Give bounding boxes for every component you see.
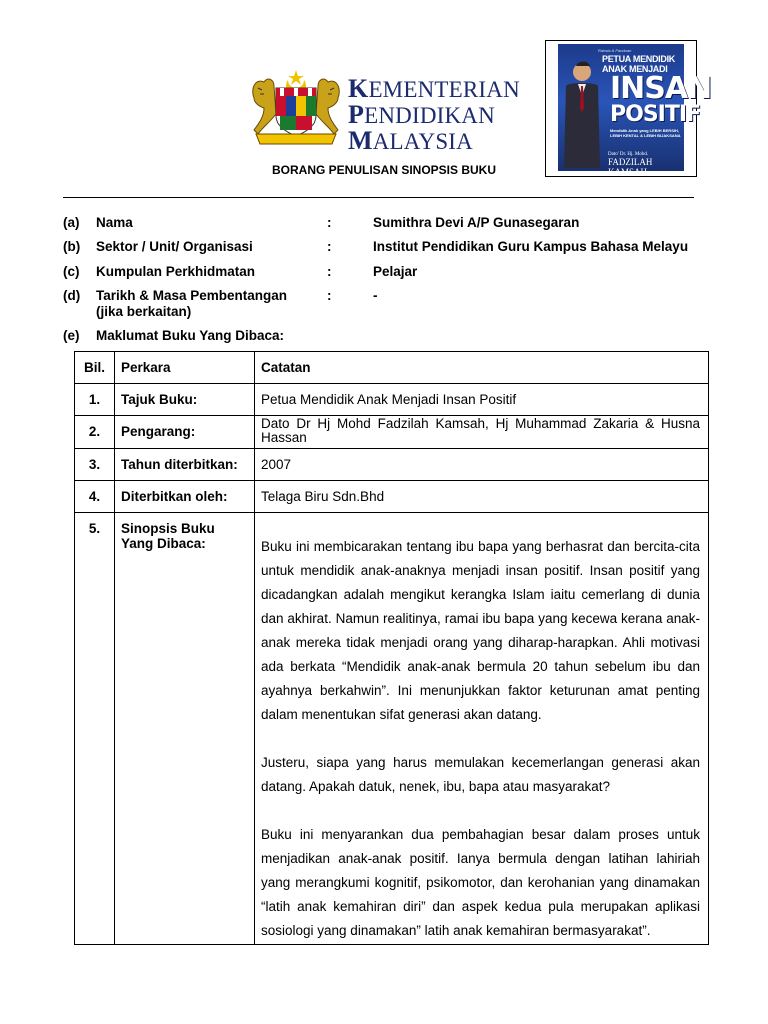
- row-perkara: [115, 384, 255, 416]
- row-bil-text: 3.: [88, 457, 101, 472]
- field-code: (c): [63, 264, 80, 279]
- row-catatan: [255, 416, 709, 449]
- malaysia-coat-of-arms-icon: [250, 68, 342, 148]
- paragraph-gap: [261, 727, 700, 751]
- row-bil-text: 1.: [88, 392, 101, 407]
- field-code: (e): [63, 328, 80, 343]
- row-catatan-text: Petua Mendidik Anak Menjadi Insan Positif: [261, 392, 517, 407]
- row-perkara: [115, 416, 255, 449]
- row-perkara: [115, 449, 255, 481]
- ministry-line-3: MALAYSIA: [348, 126, 473, 155]
- book-cover-author-prefix: Dato' Dr. Hj. Mohd.: [608, 152, 649, 157]
- synopsis-label-line-2: Yang Dibaca:: [121, 536, 206, 551]
- book-info-table: [74, 351, 709, 945]
- ministry-line-1-rest: EMENTERIAN: [368, 77, 520, 102]
- book-cover-title-line-4: POSITIF: [610, 102, 701, 127]
- field-label: Kumpulan Perkhidmatan: [96, 264, 256, 279]
- header-perkara-text: Perkara: [121, 360, 171, 375]
- row-perkara-text: Pengarang:: [121, 424, 196, 439]
- book-cover-big-title: [610, 71, 712, 128]
- field-label-line-1: Tarikh & Masa Pembentangan: [96, 288, 288, 303]
- table-row: [75, 384, 709, 416]
- row-bil-text: 4.: [88, 489, 101, 504]
- book-cover-image: [545, 40, 712, 177]
- field-label: Nama: [96, 215, 133, 230]
- field-label: [96, 288, 316, 320]
- row-catatan: [255, 384, 709, 416]
- author-photo-icon: [562, 56, 602, 168]
- row-perkara: [115, 513, 255, 945]
- book-cover: [558, 44, 712, 177]
- field-value: -: [373, 288, 378, 303]
- book-cover-author-name: FADZILAH KAMSAH: [608, 157, 653, 177]
- ministry-line-2: PENDIDIKAN: [348, 100, 495, 129]
- paragraph-gap: [261, 799, 700, 823]
- book-cover-top-text: Rahsia & Panduan: [598, 48, 632, 53]
- row-catatan-text: 2007: [261, 457, 292, 472]
- field-code: (a): [63, 215, 80, 230]
- book-cover-title-line-2: ANAK MENJADI: [602, 64, 668, 74]
- row-bil-text: 5.: [88, 521, 101, 536]
- synopsis-paragraph-1: Buku ini membicarakan tentang ibu bapa yang berhasrat dan bercita-cita untuk mendidik anak-anaknya menjadi insan positif. Insan positif yang dicadangkan adalah mengikut kerangka Islam iaitu cemerlang di dunia dan akhirat. Namun realitinya, ramai ibu bapa yang kecewa kerana anak-anak mereka tidak menjadi orang yang diharap-harapkan. Ahli motivasi ada berkata “Mendidik anak-anak bermula 20 tahun sebelum ibu dan ayahnya berkahwin”. Ini menunjukkan faktor keturunan amat penting dalam menentukan sifat generasi akan datang.: [261, 539, 700, 722]
- row-perkara: [115, 481, 255, 513]
- header-perkara: [115, 352, 255, 384]
- ministry-name: [348, 76, 520, 154]
- table-row: [75, 449, 709, 481]
- field-value: Sumithra Devi A/P Gunasegaran: [373, 215, 580, 230]
- field-value: Institut Pendidikan Guru Kampus Bahasa Melayu: [373, 239, 689, 254]
- row-catatan-text: Telaga Biru Sdn.Bhd: [261, 489, 385, 504]
- field-colon: :: [327, 239, 332, 254]
- synopsis-body: [261, 513, 700, 943]
- synopsis-paragraph-2: Justeru, siapa yang harus memulakan kecemerlangan generasi akan datang. Apakah datuk, nenek, ibu, bapa atau masyarakat?: [261, 755, 700, 794]
- header-catatan: [255, 352, 709, 384]
- synopsis-label: [121, 513, 254, 551]
- ministry-line-2-rest: ENDIDIKAN: [364, 103, 495, 128]
- row-perkara-text: Tajuk Buku:: [121, 392, 198, 407]
- synopsis-label-line-1: Sinopsis Buku: [121, 521, 215, 536]
- form-title: BORANG PENULISAN SINOPSIS BUKU: [271, 163, 497, 177]
- row-bil: [75, 449, 115, 481]
- title-divider: [63, 197, 694, 198]
- table-header-row: [75, 352, 709, 384]
- field-value: Pelajar: [373, 264, 418, 279]
- book-cover-title-line-3: INSAN: [610, 71, 712, 106]
- header-bil: [75, 352, 115, 384]
- synopsis-row: [75, 513, 709, 945]
- field-code: (b): [63, 239, 81, 254]
- field-label: Sektor / Unit/ Organisasi: [96, 239, 253, 254]
- field-code: (d): [63, 288, 81, 303]
- table-row: [75, 481, 709, 513]
- row-catatan: [255, 481, 709, 513]
- row-bil: [75, 513, 115, 945]
- header-catatan-text: Catatan: [261, 360, 311, 375]
- table-row: [75, 416, 709, 449]
- synopsis-paragraph-3: Buku ini menyarankan dua pembahagian besar dalam proses untuk menjadikan anak-anak positif. Ianya bermula dengan latihan lahiriah yang merangkumi kognitif, psikomotor, dan kerohanian yang dinamakan “latih anak kemahiran diri” dan aspek kedua pula merupakan aplikasi sosiologi yang dinamakan” latih anak kemahiran bermasyarakat”.: [261, 827, 700, 938]
- book-cover-subtitle: Mendidik Anak yang LEBIH BERSIH, LEBIH KENTAL & LEBIH BIJAKSANA: [610, 128, 681, 138]
- field-label: Maklumat Buku Yang Dibaca:: [96, 328, 285, 343]
- row-bil: [75, 416, 115, 449]
- row-perkara-text: Tahun diterbitkan:: [121, 457, 238, 472]
- row-catatan: [255, 449, 709, 481]
- field-colon: :: [327, 215, 332, 230]
- row-bil: [75, 384, 115, 416]
- row-bil: [75, 481, 115, 513]
- row-perkara-text: Diterbitkan oleh:: [121, 489, 228, 504]
- book-cover-title-line-1: PETUA MENDIDIK: [602, 54, 675, 64]
- synopsis-text: [255, 513, 709, 945]
- header-bil-text: Bil.: [83, 360, 105, 375]
- row-bil-text: 2.: [88, 424, 101, 439]
- field-colon: :: [327, 264, 332, 279]
- ministry-line-1: KEMENTERIAN: [348, 74, 520, 103]
- row-catatan-text: Dato Dr Hj Mohd Fadzilah Kamsah, Hj Muhammad Zakaria & Husna Hassan: [261, 416, 700, 445]
- field-colon: :: [327, 288, 332, 303]
- field-label-line-2: (jika berkaitan): [96, 304, 192, 319]
- ministry-line-3-rest: ALAYSIA: [372, 129, 473, 154]
